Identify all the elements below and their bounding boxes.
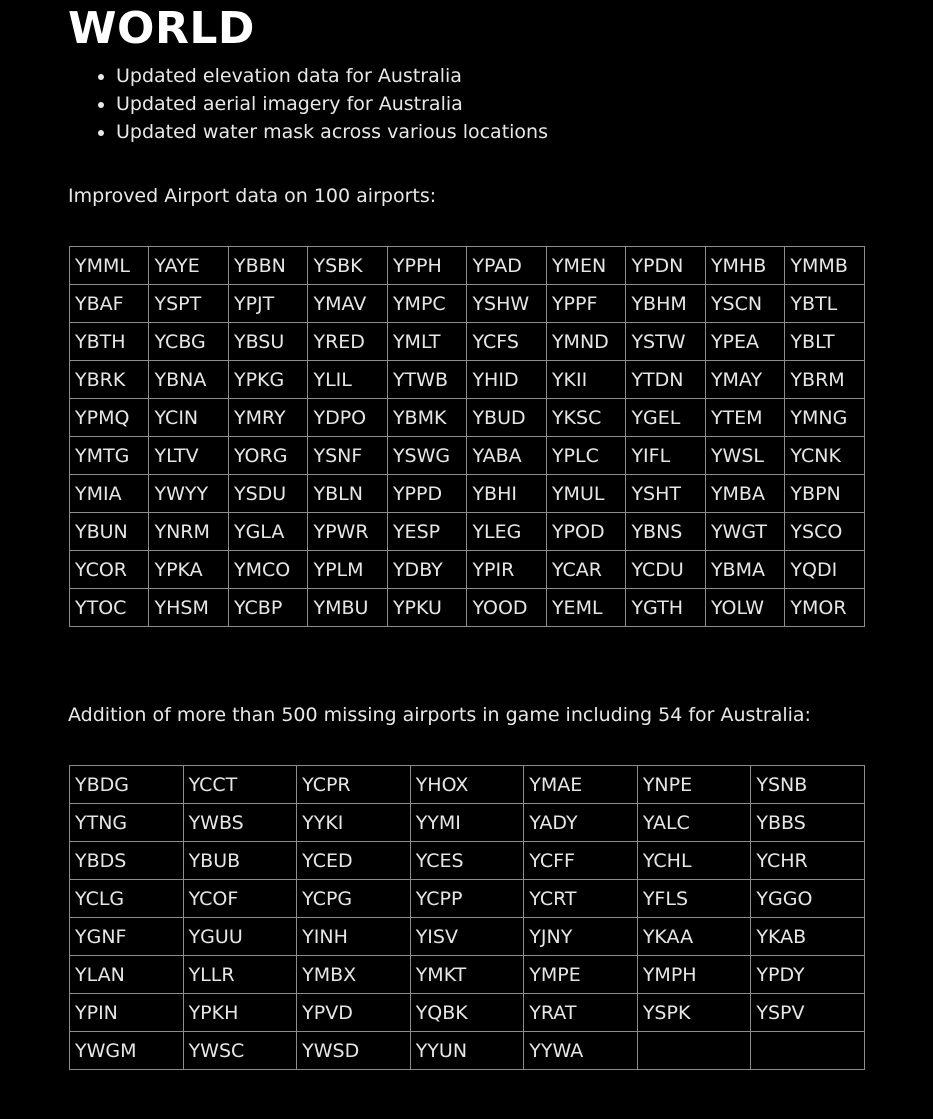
airport-code-cell: YCNK	[785, 437, 865, 475]
table-row	[70, 285, 865, 323]
airport-code-cell: YBBS	[751, 804, 865, 842]
airport-code-cell: YESP	[387, 513, 467, 551]
airport-code-cell: YCPR	[297, 766, 411, 804]
airport-code-cell: YCOF	[183, 880, 297, 918]
airport-code-cell: YEML	[546, 589, 626, 627]
airport-code-cell: YSPK	[637, 994, 751, 1032]
airport-code-cell: YPAD	[467, 247, 547, 285]
airport-code-cell: YPJT	[228, 285, 308, 323]
airport-code-cell: YPOD	[546, 513, 626, 551]
airport-code-cell: YBUN	[70, 513, 149, 551]
airport-code-cell: YCES	[410, 842, 524, 880]
airport-code-cell: YBUB	[183, 842, 297, 880]
airport-code-cell: YISV	[410, 918, 524, 956]
airport-code-cell: YPLM	[308, 551, 387, 589]
airport-code-cell: YMHB	[705, 247, 784, 285]
airport-code-cell: YWSC	[183, 1032, 297, 1070]
table-row	[70, 766, 865, 804]
table-row	[70, 475, 865, 513]
airport-code-cell: YBMK	[387, 399, 467, 437]
table-row	[70, 804, 865, 842]
airport-code-cell: YKSC	[546, 399, 626, 437]
airport-code-cell: YBDG	[70, 766, 184, 804]
bullet-item: • Updated water mask across various locations	[116, 118, 548, 146]
airport-code-cell: YSCN	[705, 285, 784, 323]
airport-code-cell: YMMB	[785, 247, 865, 285]
airport-code-cell: YNRM	[149, 513, 228, 551]
airport-code-cell: YMPE	[524, 956, 638, 994]
airport-code-cell: YTOC	[70, 589, 149, 627]
airport-code-cell: YPLC	[546, 437, 626, 475]
airport-code-cell: YGGO	[751, 880, 865, 918]
airport-code-cell: YRED	[308, 323, 387, 361]
airport-code-cell: YCBG	[149, 323, 228, 361]
airport-code-cell: YPKG	[228, 361, 308, 399]
airport-code-cell: YSPT	[149, 285, 228, 323]
airport-code-cell: YMUL	[546, 475, 626, 513]
airport-code-cell: YMAY	[705, 361, 784, 399]
airport-code-cell: YTDN	[626, 361, 705, 399]
airport-code-cell: YKII	[546, 361, 626, 399]
airport-code-cell: YBRK	[70, 361, 149, 399]
airport-code-cell: YMEN	[546, 247, 626, 285]
airport-code-cell: YWBS	[183, 804, 297, 842]
airport-code-cell: YYUN	[410, 1032, 524, 1070]
airport-code-cell: YGTH	[626, 589, 705, 627]
airport-code-cell: YMPC	[387, 285, 467, 323]
airport-code-cell: YPKU	[387, 589, 467, 627]
airport-code-cell: YSHW	[467, 285, 547, 323]
airport-code-cell: YAYE	[149, 247, 228, 285]
airport-code-cell: YPDY	[751, 956, 865, 994]
empty-cell	[637, 1032, 751, 1070]
airport-code-cell: YBMA	[705, 551, 784, 589]
airport-code-cell: YPPF	[546, 285, 626, 323]
airport-code-cell: YQBK	[410, 994, 524, 1032]
airport-code-cell: YCIN	[149, 399, 228, 437]
airport-code-cell: YPPH	[387, 247, 467, 285]
airport-code-cell: YMNG	[785, 399, 865, 437]
airport-code-cell: YABA	[467, 437, 547, 475]
airport-code-cell: YOOD	[467, 589, 547, 627]
airport-code-cell: YSTW	[626, 323, 705, 361]
airport-code-cell: YBDS	[70, 842, 184, 880]
airport-code-cell: YRAT	[524, 994, 638, 1032]
airport-code-cell: YMPH	[637, 956, 751, 994]
update-bullet-list	[68, 62, 548, 146]
table-row	[70, 956, 865, 994]
table-row	[70, 589, 865, 627]
airport-code-cell: YCFF	[524, 842, 638, 880]
airport-code-cell: YLEG	[467, 513, 547, 551]
airport-code-cell: YHOX	[410, 766, 524, 804]
airport-code-cell: YALC	[637, 804, 751, 842]
bullet-item: • Updated aerial imagery for Australia	[116, 90, 548, 118]
airport-code-cell: YMRY	[228, 399, 308, 437]
airport-code-cell: YTWB	[387, 361, 467, 399]
airport-code-cell: YSDU	[228, 475, 308, 513]
airport-code-cell: YYMI	[410, 804, 524, 842]
airport-code-cell: YLAN	[70, 956, 184, 994]
airport-code-cell: YGUU	[183, 918, 297, 956]
airport-code-cell: YWGM	[70, 1032, 184, 1070]
airport-code-cell: YBRM	[785, 361, 865, 399]
airport-code-cell: YMML	[70, 247, 149, 285]
airport-code-cell: YSWG	[387, 437, 467, 475]
airport-code-cell: YPPD	[387, 475, 467, 513]
airport-code-cell: YWSL	[705, 437, 784, 475]
airport-code-cell: YKAA	[637, 918, 751, 956]
airport-code-cell: YBUD	[467, 399, 547, 437]
airport-code-cell: YTEM	[705, 399, 784, 437]
airport-code-cell: YBLT	[785, 323, 865, 361]
airport-code-cell: YPKA	[149, 551, 228, 589]
airport-code-cell: YBNA	[149, 361, 228, 399]
airport-code-cell: YCBP	[228, 589, 308, 627]
airport-code-cell: YPDN	[626, 247, 705, 285]
airport-code-cell: YMAE	[524, 766, 638, 804]
airport-code-cell: YGNF	[70, 918, 184, 956]
airport-code-cell: YPWR	[308, 513, 387, 551]
airport-code-cell: YCDU	[626, 551, 705, 589]
airport-code-cell: YMCO	[228, 551, 308, 589]
airport-code-cell: YMBU	[308, 589, 387, 627]
airport-code-cell: YSNF	[308, 437, 387, 475]
airport-code-cell: YNPE	[637, 766, 751, 804]
airport-code-cell: YFLS	[637, 880, 751, 918]
table-row	[70, 323, 865, 361]
airport-code-cell: YCOR	[70, 551, 149, 589]
airport-code-cell: YWSD	[297, 1032, 411, 1070]
airport-code-cell: YSNB	[751, 766, 865, 804]
airport-code-cell: YMOR	[785, 589, 865, 627]
airport-code-cell: YCED	[297, 842, 411, 880]
table-row	[70, 551, 865, 589]
airport-code-cell: YOLW	[705, 589, 784, 627]
airport-code-cell: YMAV	[308, 285, 387, 323]
airport-code-cell: YCCT	[183, 766, 297, 804]
airport-code-cell: YMBA	[705, 475, 784, 513]
table-row	[70, 247, 865, 285]
airport-code-cell: YSBK	[308, 247, 387, 285]
table-row	[70, 842, 865, 880]
airport-code-cell: YDBY	[387, 551, 467, 589]
table-row	[70, 399, 865, 437]
airport-code-cell: YINH	[297, 918, 411, 956]
airport-code-cell: YBTH	[70, 323, 149, 361]
airport-code-cell: YSHT	[626, 475, 705, 513]
airport-code-cell: YPKH	[183, 994, 297, 1032]
airport-code-cell: YKAB	[751, 918, 865, 956]
airport-code-cell: YBPN	[785, 475, 865, 513]
airport-code-cell: YPIN	[70, 994, 184, 1032]
airport-code-cell: YADY	[524, 804, 638, 842]
airport-code-cell: YBTL	[785, 285, 865, 323]
airport-code-cell: YPVD	[297, 994, 411, 1032]
airport-code-cell: YTNG	[70, 804, 184, 842]
airport-code-cell: YMTG	[70, 437, 149, 475]
airport-code-cell: YDPO	[308, 399, 387, 437]
table-row	[70, 361, 865, 399]
table-row	[70, 513, 865, 551]
airport-code-cell: YCFS	[467, 323, 547, 361]
airport-code-cell: YWYY	[149, 475, 228, 513]
airport-code-cell: YJNY	[524, 918, 638, 956]
airport-code-cell: YBNS	[626, 513, 705, 551]
airport-code-cell: YORG	[228, 437, 308, 475]
improved-airports-table	[69, 246, 865, 627]
added-airports-intro: Addition of more than 500 missing airports in game including 54 for Australia:	[68, 704, 811, 726]
airport-code-cell: YCAR	[546, 551, 626, 589]
airport-code-cell: YCHL	[637, 842, 751, 880]
airport-code-cell: YPEA	[705, 323, 784, 361]
table-row	[70, 994, 865, 1032]
airport-code-cell: YSCO	[785, 513, 865, 551]
airport-code-cell: YBBN	[228, 247, 308, 285]
airport-code-cell: YCHR	[751, 842, 865, 880]
airport-code-cell: YLTV	[149, 437, 228, 475]
table-row	[70, 880, 865, 918]
airport-code-cell: YBHM	[626, 285, 705, 323]
airport-code-cell: YYKI	[297, 804, 411, 842]
airport-code-cell: YGLA	[228, 513, 308, 551]
airport-code-cell: YPIR	[467, 551, 547, 589]
airport-code-cell: YMIA	[70, 475, 149, 513]
table-row	[70, 1032, 865, 1070]
airport-code-cell: YHSM	[149, 589, 228, 627]
airport-code-cell: YBLN	[308, 475, 387, 513]
table-row	[70, 918, 865, 956]
airport-code-cell: YMLT	[387, 323, 467, 361]
airport-code-cell: YCLG	[70, 880, 184, 918]
airport-code-cell: YPMQ	[70, 399, 149, 437]
airport-code-cell: YCPG	[297, 880, 411, 918]
airport-code-cell: YMKT	[410, 956, 524, 994]
airport-code-cell: YCPP	[410, 880, 524, 918]
airport-code-cell: YMBX	[297, 956, 411, 994]
empty-cell	[751, 1032, 865, 1070]
airport-code-cell: YBSU	[228, 323, 308, 361]
airport-code-cell: YBHI	[467, 475, 547, 513]
airport-code-cell: YIFL	[626, 437, 705, 475]
improved-airports-intro: Improved Airport data on 100 airports:	[68, 185, 437, 207]
airport-code-cell: YGEL	[626, 399, 705, 437]
airport-code-cell: YQDI	[785, 551, 865, 589]
airport-code-cell: YMND	[546, 323, 626, 361]
added-airports-table	[69, 765, 865, 1070]
airport-code-cell: YLLR	[183, 956, 297, 994]
airport-code-cell: YSPV	[751, 994, 865, 1032]
airport-code-cell: YLIL	[308, 361, 387, 399]
airport-code-cell: YCRT	[524, 880, 638, 918]
airport-code-cell: YHID	[467, 361, 547, 399]
bullet-item: • Updated elevation data for Australia	[116, 62, 548, 90]
airport-code-cell: YWGT	[705, 513, 784, 551]
section-heading: WORLD	[68, 3, 255, 54]
airport-code-cell: YBAF	[70, 285, 149, 323]
table-row	[70, 437, 865, 475]
airport-code-cell: YYWA	[524, 1032, 638, 1070]
